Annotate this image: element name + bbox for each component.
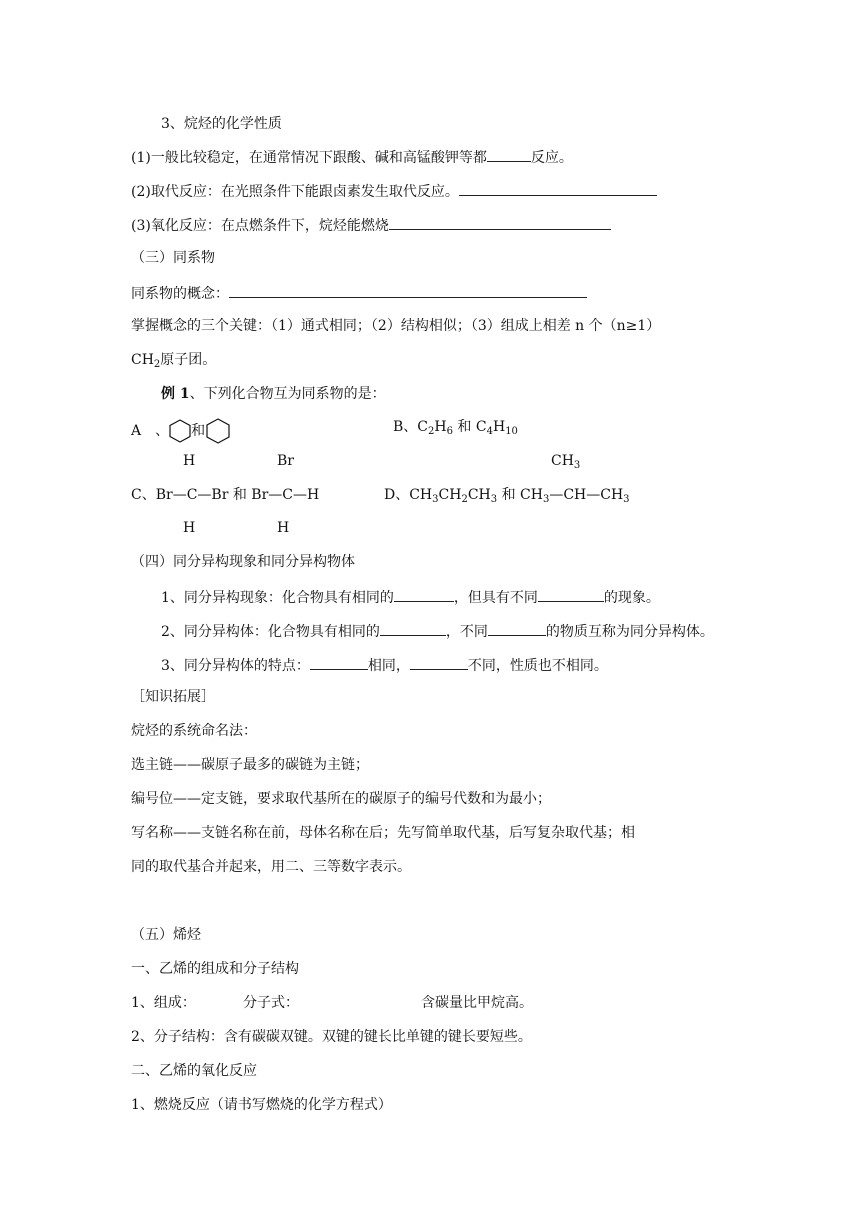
subscript: 4 [486, 426, 493, 437]
fill-blank [310, 655, 368, 670]
paragraph [161, 587, 660, 607]
text: 1、同分异构现象：化合物具有相同的 [161, 590, 394, 606]
text: 3、同分异构体的特点： [161, 658, 310, 674]
text: 反应。 [530, 150, 573, 166]
text: CH [131, 352, 154, 368]
paragraph: 掌握概念的三个关键：（1）通式相同；（2）结构相似；（3）组成上相差 n 个（n≥1） [131, 318, 661, 334]
paragraph: 写名称——支链名称在前，母体名称在后；先写简单取代基，后写复杂取代基；相 [131, 825, 635, 841]
cyclohexane-icon [205, 418, 231, 444]
fill-blank [389, 215, 611, 230]
subscript: 2 [153, 359, 161, 370]
section-heading: （四）同分异构现象和同分异构物体 [131, 554, 355, 570]
paragraph [131, 181, 657, 201]
text: 和 [191, 423, 206, 439]
text: 、下列化合物互为同系物的是： [189, 386, 386, 402]
text: 和 CH [497, 487, 543, 503]
fill-blank [394, 587, 454, 602]
text: (3)氧化反应：在点燃条件下，烷烃能燃烧 [131, 218, 389, 234]
structure-top-group [551, 452, 580, 470]
section-heading: ［知识拓展］ [131, 689, 215, 705]
paragraph: 含碳量比甲烷高。 [421, 995, 533, 1011]
paragraph [131, 283, 587, 303]
paragraph [131, 215, 611, 235]
subscript: 3 [490, 494, 498, 505]
cyclohexane-icon [169, 419, 191, 443]
paragraph [131, 147, 573, 167]
text: 原子团。 [160, 352, 217, 368]
fill-blank [488, 621, 546, 636]
paragraph: 烷烃的系统命名法： [131, 723, 257, 739]
text: 2、同分异构体：化合物具有相同的 [161, 624, 380, 640]
example-label: 例 1 [161, 386, 190, 402]
structure-top-atom: Br [277, 453, 294, 469]
text: (1)一般比较稳定，在通常情况下跟酸、碱和高锰酸钾等都 [131, 150, 487, 166]
text: (2)取代反应：在光照条件下能跟卤素发生取代反应。 [131, 184, 459, 200]
paragraph: 1、组成： [131, 995, 196, 1011]
subheading: 一、乙烯的组成和分子结构 [131, 961, 299, 977]
text: H [434, 419, 447, 435]
option-a [131, 418, 231, 444]
subscript: 2 [461, 494, 468, 505]
subscript: 3 [573, 460, 581, 471]
option-c: C、Br—C—Br 和 Br—C—H [131, 487, 320, 503]
subscript: 3 [432, 494, 439, 505]
section-heading: （五）烯烃 [131, 927, 201, 943]
section-heading: （三）同系物 [131, 250, 215, 266]
paragraph: 同的取代基合并起来，用二、三等数字表示。 [131, 859, 411, 875]
fill-blank [487, 147, 531, 162]
text: 的物质互称为同分异构体。 [545, 624, 714, 640]
structure-top-atom: H [183, 453, 196, 469]
fill-blank [380, 621, 446, 636]
text: CH [551, 453, 574, 469]
fill-blank [538, 587, 604, 602]
text: ，不同 [445, 624, 488, 640]
structure-bottom-atom: H [277, 520, 290, 536]
subscript: 2 [428, 426, 435, 437]
option-b [393, 418, 518, 436]
subheading: 二、乙烯的氧化反应 [131, 1063, 257, 1079]
text: 相同， [367, 658, 410, 674]
option-d [384, 486, 630, 504]
text: D、CH [384, 487, 433, 503]
paragraph: 2、分子结构：含有碳碳双键。双键的键长比单键的键长要短些。 [131, 1029, 532, 1045]
fill-blank [410, 655, 468, 670]
text: H [492, 419, 506, 435]
text: 的现象。 [603, 590, 660, 606]
paragraph: 选主链——碳原子最多的碳链为主链； [131, 757, 369, 773]
subscript: 6 [446, 426, 453, 437]
text: 不同，性质也不相同。 [467, 658, 608, 674]
example-question [161, 385, 386, 403]
subscript: 3 [623, 494, 630, 505]
subscript: 10 [505, 426, 518, 437]
subscript: 3 [542, 494, 550, 505]
fill-blank [229, 283, 587, 298]
text: ，但具有不同 [453, 590, 538, 606]
text: CH [467, 487, 491, 503]
structure-bottom-atom: H [183, 520, 196, 536]
paragraph: 1、燃烧反应（请书写燃烧的化学方程式） [131, 1097, 392, 1113]
paragraph [161, 621, 714, 641]
text: 同系物的概念： [131, 286, 229, 302]
fill-blank [459, 181, 657, 196]
paragraph [131, 351, 216, 369]
paragraph [161, 655, 608, 675]
option-label: A 、 [131, 423, 170, 439]
text: B、C [393, 419, 428, 435]
text: —CH—CH [549, 487, 624, 503]
section-heading: 3、烷烃的化学性质 [161, 116, 282, 132]
text: 和 C [452, 419, 487, 435]
paragraph: 编号位——定支链，要求取代基所在的碳原子的编号代数和为最小； [131, 791, 551, 807]
text: CH [438, 487, 462, 503]
paragraph: 分子式： [243, 995, 299, 1011]
